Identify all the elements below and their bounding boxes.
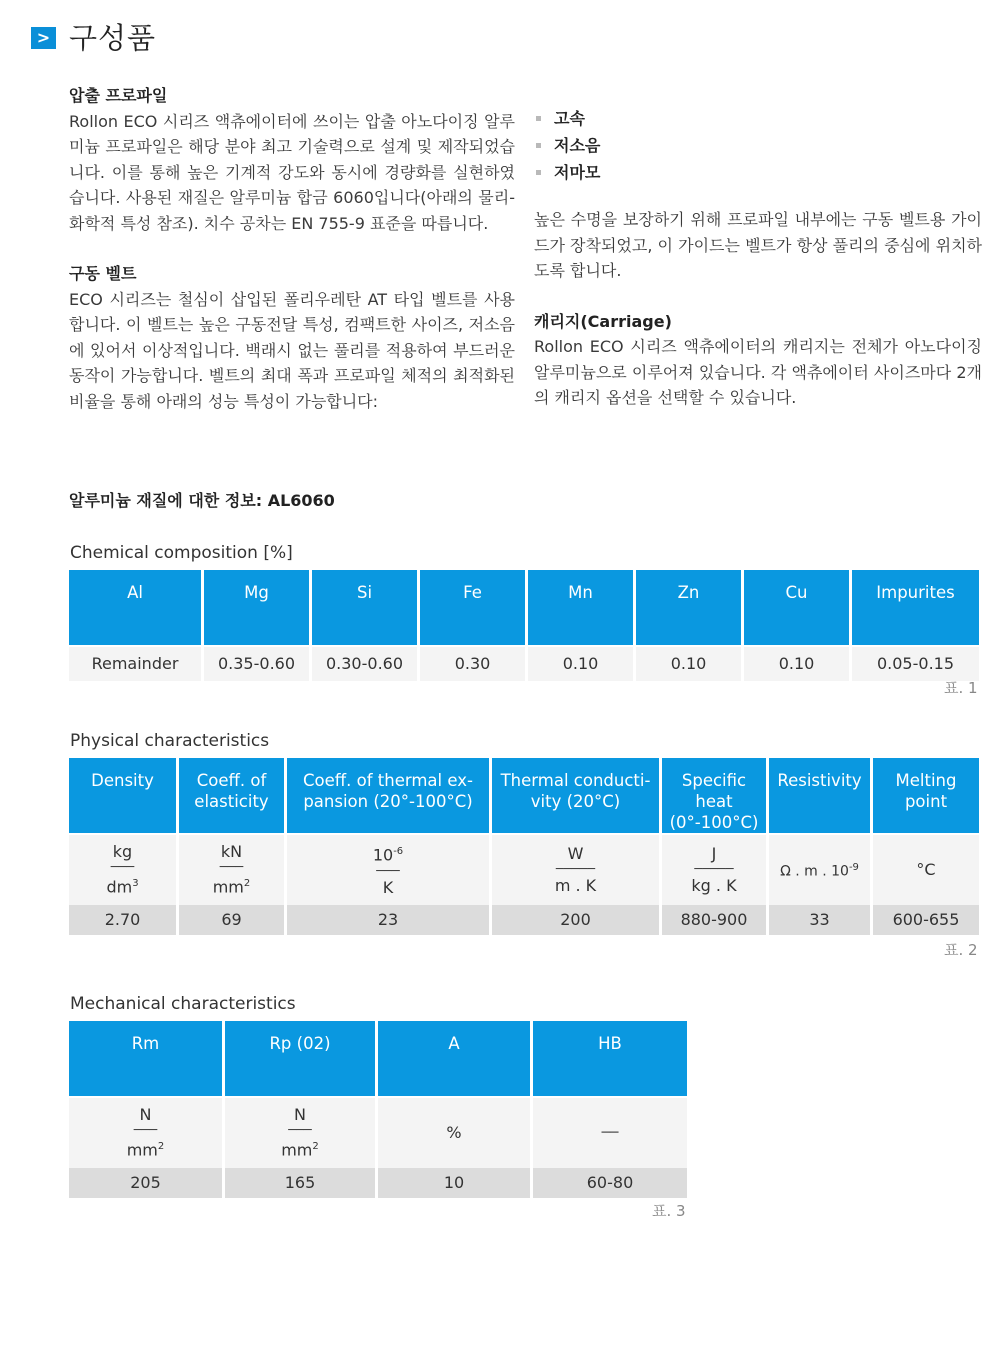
table-header: Zn <box>636 570 741 645</box>
table-cell: 0.35-0.60 <box>204 647 309 681</box>
table-header: Fe <box>420 570 525 645</box>
table-cell: 200 <box>492 905 659 935</box>
belt-heading: 구동 벨트 <box>69 264 137 283</box>
table-cell: 69 <box>179 905 284 935</box>
table-header: Coeff. of elasticity <box>179 758 284 833</box>
belt-paragraph: ECO 시리즈는 철심이 삽입된 폴리우레탄 AT 타입 벨트를 사용합니다. 이 벨트는 높은 구동전달 특성, 컴팩트한 사이즈, 저소음에 있어서 이상적입니다. 백래시 없는 풀리를 적용하여 부드러운 동작이 가능합니다. 벨트의 최대 폭과 프로파일 체적의 최적화된 비율을 통해 아래의 성능 특성이 가능합니다: <box>69 289 515 411</box>
table-header: HB <box>533 1021 687 1096</box>
right-column <box>534 105 982 411</box>
table-header: Thermal conducti-vity (20°C) <box>492 758 659 833</box>
table-header: Rm <box>69 1021 222 1096</box>
list-item: 고속 <box>534 105 982 132</box>
table-header: Impurites <box>852 570 979 645</box>
table-cell: 0.10 <box>744 647 849 681</box>
table-cell: 880-900 <box>662 905 766 935</box>
table-cell: $10^{-6}$ ─── K <box>287 835 489 905</box>
physical-table <box>69 758 979 935</box>
table-header: Resistivity <box>769 758 870 833</box>
table-cell: 0.10 <box>636 647 741 681</box>
table2-caption: 표. 2 <box>944 941 978 959</box>
table-cell: N ─── $mm^2$ <box>69 1098 222 1168</box>
table3-caption: 표. 3 <box>652 1202 686 1220</box>
profile-paragraph: Rollon ECO 시리즈 액츄에이터에 쓰이는 압출 아노다이징 알루미늄 프로파일은 해당 분야 최고 기술력으로 설계 및 제작되었습니다. 이를 통해 높은 기계적 강도와 동시에 경량화를 실현하였습니다. 사용된 재질은 알루미늄 합금 6060입니다(아래의 물리-화학적 특성 참조). 치수 공차는 EN 755-9 표준을 따릅니다. <box>69 111 515 233</box>
chevron-right-icon: > <box>31 27 56 49</box>
table-cell: 600-655 <box>873 905 979 935</box>
profile-heading: 압출 프로파일 <box>69 86 168 105</box>
table2-title: Physical characteristics <box>70 731 270 751</box>
table-cell: 165 <box>225 1168 375 1198</box>
material-title: 알루미늄 재질에 대한 정보: AL6060 <box>69 491 335 510</box>
table-cell: 0.05-0.15 <box>852 647 979 681</box>
table-cell: 0.30 <box>420 647 525 681</box>
bullet-icon <box>536 170 541 175</box>
list-item: 저마모 <box>534 159 982 186</box>
table-cell: 205 <box>69 1168 222 1198</box>
table-cell: 0.30-0.60 <box>312 647 417 681</box>
table-cell: 33 <box>769 905 870 935</box>
carriage-paragraph: Rollon ECO 시리즈 액츄에이터의 캐리지는 전체가 아노다이징 알루미늄으로 이루어져 있습니다. 각 액츄에이터 사이즈마다 2개의 캐리지 옵션을 선택할 수 있습니다. <box>534 337 982 407</box>
table-cell: W ───── m . K <box>492 835 659 905</box>
table-header: Specific heat (0°-100°C) <box>662 758 766 833</box>
table-header: Al <box>69 570 201 645</box>
table-cell: kg ─── $dm^3$ <box>69 835 176 905</box>
table-header: Density <box>69 758 176 833</box>
carriage-heading: 캐리지(Carriage) <box>534 311 672 331</box>
page-title: 구성품 <box>69 21 157 55</box>
table-header: Coeff. of thermal ex-pansion (20°-100°C) <box>287 758 489 833</box>
table-cell: J ───── kg . K <box>662 835 766 905</box>
feature-list <box>534 105 982 186</box>
table-cell: 0.10 <box>528 647 633 681</box>
bullet-icon <box>536 143 541 148</box>
guide-paragraph: 높은 수명을 보장하기 위해 프로파일 내부에는 구동 벨트용 가이드가 장착되었고, 이 가이드는 벨트가 항상 풀리의 중심에 위치하도록 합니다. <box>534 210 982 280</box>
table-cell: Remainder <box>69 647 201 681</box>
table-header: A <box>378 1021 530 1096</box>
table1-caption: 표. 1 <box>944 679 978 697</box>
table3-title: Mechanical characteristics <box>70 994 296 1014</box>
table-cell: kN ─── $mm^2$ <box>179 835 284 905</box>
chemical-table <box>69 570 979 681</box>
table-cell: °C <box>873 835 979 905</box>
table-header: Melting point <box>873 758 979 833</box>
table-header: Mg <box>204 570 309 645</box>
bullet-icon <box>536 116 541 121</box>
table-header: Cu <box>744 570 849 645</box>
table-cell: % <box>378 1098 530 1168</box>
mechanical-table <box>69 1021 687 1198</box>
table-cell: 60-80 <box>533 1168 687 1198</box>
list-item: 저소음 <box>534 132 982 159</box>
table-cell: ── <box>533 1098 687 1168</box>
table-cell: N ─── $mm^2$ <box>225 1098 375 1168</box>
table1-title: Chemical composition [%] <box>70 543 293 563</box>
table-cell: 10 <box>378 1168 530 1198</box>
table-header: Rp (02) <box>225 1021 375 1096</box>
table-cell: 2.70 <box>69 905 176 935</box>
table-header: Si <box>312 570 417 645</box>
table-cell: 23 <box>287 905 489 935</box>
left-column <box>69 83 515 414</box>
table-header: Mn <box>528 570 633 645</box>
table-cell: Ω . m . $10^{-9}$ <box>769 835 870 905</box>
